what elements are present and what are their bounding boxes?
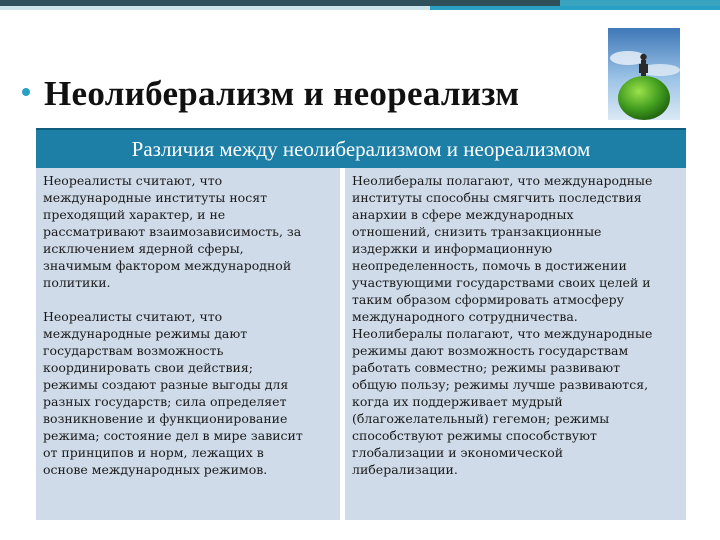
text-line: издержки и информационную (352, 241, 553, 256)
text-line: разных государств; сила определяет (43, 394, 287, 409)
top-decorative-bar (0, 0, 720, 14)
text-line: международного сотрудничества. (352, 309, 578, 324)
text-line: государствам возможность (43, 343, 224, 358)
neorealism-paragraph-institutions (43, 172, 332, 291)
text-line: Неореалисты считают, что (43, 309, 223, 324)
text-line: возникновение и функционирование (43, 411, 288, 426)
title-bullet-icon (22, 88, 30, 96)
text-line: неопределенность, помочь в достижении (352, 258, 627, 273)
globe-person-image (608, 28, 680, 120)
text-line: политики. (43, 275, 111, 290)
text-line: способствуют режимы способствуют (352, 428, 597, 443)
text-line: исключением ядерной сферы, (43, 241, 244, 256)
table-header: Различия между неолиберализмом и неореализмом (36, 128, 686, 168)
text-line: институты способны смягчить последствия (352, 190, 642, 205)
text-line: участвующими государствами своих целей и (352, 275, 651, 290)
neoliberalism-paragraph-regimes (352, 325, 678, 478)
text-line: когда их поддерживает мудрый (352, 394, 563, 409)
text-line: режимы дают возможность государствам (352, 343, 629, 358)
text-line: рассматривают взаимозависимость, за (43, 224, 302, 239)
neoliberalism-paragraph-institutions (352, 172, 678, 325)
text-line: Неолибералы полагают, что международные (352, 326, 653, 341)
text-line: режимы создают разные выгоды для (43, 377, 289, 392)
text-line: международные режимы дают (43, 326, 248, 341)
comparison-table (36, 128, 686, 520)
top-bar-accent-block (560, 0, 720, 6)
text-line: общую пользу; режимы лучше развиваются, (352, 377, 649, 392)
text-line: отношений, снизить транзакционные (352, 224, 602, 239)
text-line: Неореалисты считают, что (43, 173, 223, 188)
text-line: международные институты носят (43, 190, 268, 205)
text-line: либерализации. (352, 462, 458, 477)
text-line: работать совместно; режимы развивают (352, 360, 621, 375)
text-line: (благожелательный) гегемон; режимы (352, 411, 610, 426)
neoliberalism-column (345, 168, 686, 520)
text-line: режима; состояние дел в мире зависит (43, 428, 303, 443)
top-bar-accent-stripe (430, 6, 720, 10)
text-line: таким образом сформировать атмосферу (352, 292, 624, 307)
globe-person-icon (608, 28, 680, 120)
text-line: преходящий характер, и не (43, 207, 226, 222)
text-line: анархии в сфере международных (352, 207, 574, 222)
text-line: основе международных режимов. (43, 462, 268, 477)
text-line: глобализации и экономической (352, 445, 564, 460)
text-line: координировать свои действия; (43, 360, 253, 375)
text-line: Неолибералы полагают, что международные (352, 173, 653, 188)
neorealism-column (36, 168, 340, 520)
neorealism-paragraph-regimes (43, 308, 332, 478)
slide-title: Неолиберализм и неореализм (44, 74, 520, 113)
text-line: значимым фактором международной (43, 258, 292, 273)
text-line: от принципов и норм, лежащих в (43, 445, 264, 460)
